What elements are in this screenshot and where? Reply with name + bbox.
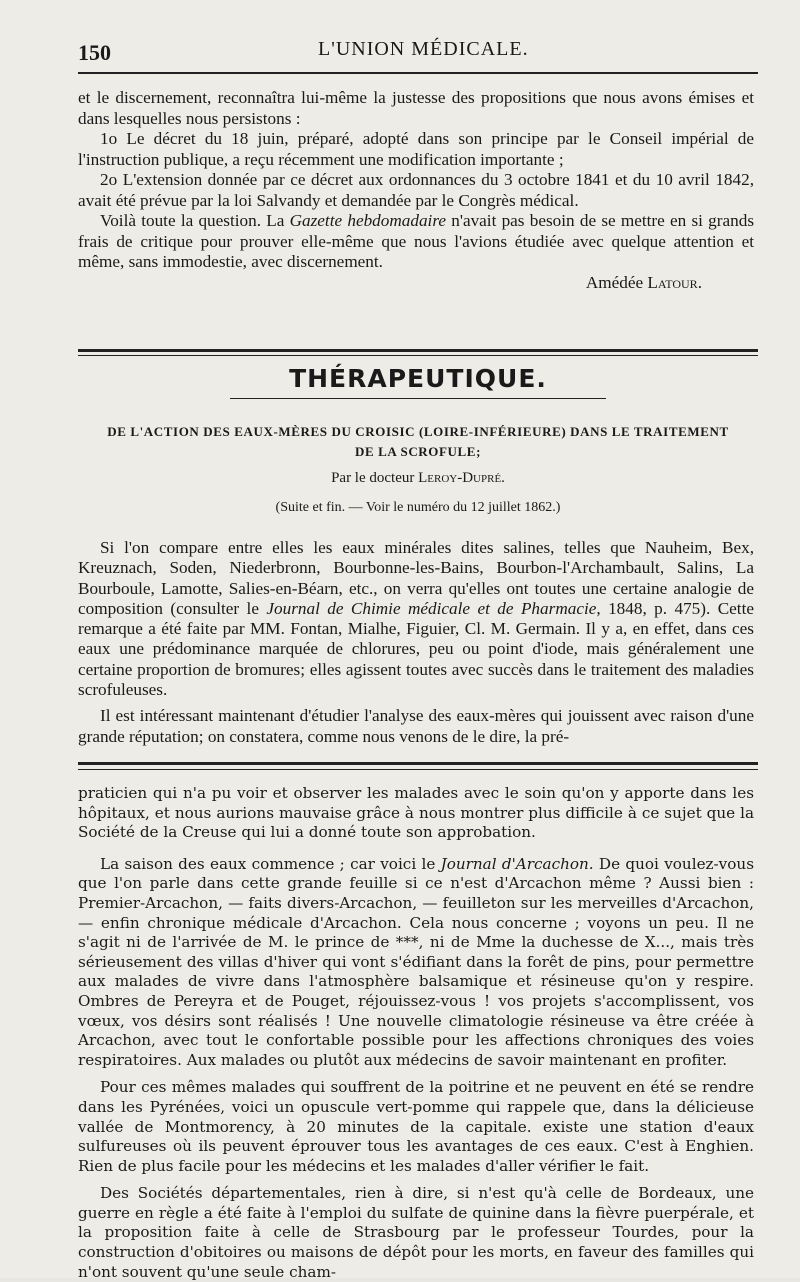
feuilleton-rule-thin: [78, 769, 758, 770]
byline: [78, 470, 758, 487]
section-title: THÉRAPEUTIQUE.: [289, 364, 547, 393]
text-run: De quoi voulez-vous que l'on parle dans cette grande feuille si ce n'est d'Arcachon même ? Aussi bien : Premier-Arcachon, — faits divers-Arcachon, — feuilleton sur les merveilles d'Arcachon, — enfin chronique médicale d'Arcachon. Cela nous concerne ; voyons un peu. Il ne s'agit ni de l'arrivée de M. le prince de ***, ni de Mme la duchesse de X..., mais très sérieusement des villas d'hiver qui vont s'édifiant dans la forêt de pins, pour permettre aux malades de vivre dans l'atmosphère balsamique et résineuse qu'on y respire. Ombres de Pereyra et de Pouget, réjouissez-vous ! vos projets s'accomplissent, vos vœux, vos désirs sont réalisés ! Une nouvelle climatologie résineuse va être créée à Arcachon, avec tout le confortable possible pour les affections chroniques des voies respiratoires. Aux malades ou plutôt aux médecins de savoir maintenant en profiter.: [78, 854, 754, 1069]
article-body: [78, 538, 754, 747]
paragraph: et le discernement, reconnaîtra lui-même la justesse des propositions que nous avons émises et dans lesquelles nous persistons :: [78, 88, 754, 128]
paragraph: Des Sociétés départementales, rien à dire, si n'est qu'à celle de Bordeaux, une guerre en règle a été faite à l'emploi du sulfate de quinine dans la fièvre puerpérale, et la proposition faite à celle de Strasbourg par le professeur Tourdes, pour la construction d'obitoires ou maisons de dépôt pour les morts, en faveur des familles qui n'ont souvent qu'une seule cham-: [78, 1184, 754, 1281]
text-run: Si l'on compare entre elles les eaux minérales dites salines, telles que Nauheim, Bex, Kreuznach, Soden, Niederbronn, Bourbonne-les-Bains, Bourbon-l'Archambault, Salins, La Bourboule, Lamotte, Salies-en-Béarn, etc., on verra qu'elles ont toutes une certaine analogie de composition (consulter le: [78, 538, 754, 618]
section-rule-thick: [78, 349, 758, 352]
paragraph: [78, 211, 754, 273]
running-title: L'UNION MÉDICALE.: [318, 38, 529, 60]
article-title: [78, 422, 758, 462]
text-run: Voilà toute la question. La: [100, 211, 290, 230]
article-title-line: DE L'ACTION DES EAUX-MÈRES DU CROISIC (LOIRE-INFÉRIEURE) DANS LE TRAITEMENT: [107, 424, 729, 439]
text-run: n'avait pas besoin de se mettre en si grands frais de critique pour prouver elle-même que nous l'avions étudiée avec quelque attention et même, sans immodestie, avec discernement.: [78, 211, 755, 271]
article-title-line: DE LA SCROFULE;: [354, 444, 482, 459]
author-name: Leroy-Dupré.: [418, 470, 505, 486]
page-header: [78, 36, 758, 64]
paragraph: praticien qui n'a pu voir et observer les malades avec le soin qu'on y apporte dans les hôpitaux, et nous aurions mauvaise grâce à nous montrer plus difficile à ce sujet que la Société de la Creuse qui lui a donné toute son approbation.: [78, 784, 754, 842]
paragraph: [78, 538, 754, 700]
paragraph: 2o L'extension donnée par ce décret aux ordonnances du 3 octobre 1841 et du 10 avril 1842, avait été prévue par la loi Salvandy et demandée par le Congrès médical.: [78, 170, 754, 210]
byline-prefix: Par le docteur: [331, 470, 419, 486]
journal-title: Gazette hebdomadaire: [289, 211, 447, 230]
paragraph: [78, 855, 754, 1071]
signature-first-name: Amédée: [585, 272, 648, 292]
page-number: 150: [78, 40, 111, 65]
paragraph: Il est intéressant maintenant d'étudier l'analyse des eaux-mères qui jouissent avec raison d'une grande réputation; on constatera, comme nous venons de le dire, la pré-: [78, 706, 754, 746]
paragraph: 1o Le décret du 18 juin, préparé, adopté dans son principe par le Conseil impérial de l'instruction publique, a reçu récemment une modification importante ;: [78, 129, 754, 169]
paragraph: Pour ces mêmes malades qui souffrent de la poitrine et ne peuvent en été se rendre dans les Pyrénées, voici un opuscule vert-pomme qui rappele que, dans la délicieuse vallée de Montmorency, à 20 minutes de la capitale. existe une station d'eaux sulfureuses où ils peuvent éprouver tous les avantages de ces eaux. C'est à Enghien. Rien de plus facile pour les médecins et les malades d'aller vérifier le fait.: [78, 1078, 754, 1175]
signature: [78, 273, 754, 294]
journal-title: Journal de Chimie médicale et de Pharmacie: [266, 598, 597, 618]
continuation-note: (Suite et fin. — Voir le numéro du 12 juillet 1862.): [275, 500, 561, 515]
feuilleton-rule-thick: [78, 762, 758, 765]
text-run: , 1848, p. 475). Cette remarque a été faite par MM. Fontan, Mialhe, Figuier, Cl. M. Germain. Il y a, en effet, dans ces eaux une prédominance marquée de chlorures, peu ou point d'iode, mais généralement une certaine proportion de bromures; elles agissent toutes avec succès dans le traitement des maladies scrofuleuses.: [78, 598, 754, 700]
title-underline: [230, 398, 606, 399]
closing-section: [78, 88, 754, 293]
signature-last-name: Latour.: [647, 272, 702, 292]
journal-title: Journal d'Arcachon.: [440, 854, 594, 873]
header-rule: [78, 72, 758, 74]
section-rule-thin: [78, 355, 758, 356]
feuilleton: [78, 784, 754, 1282]
text-run: La saison des eaux commence ; car voici le: [100, 854, 441, 873]
